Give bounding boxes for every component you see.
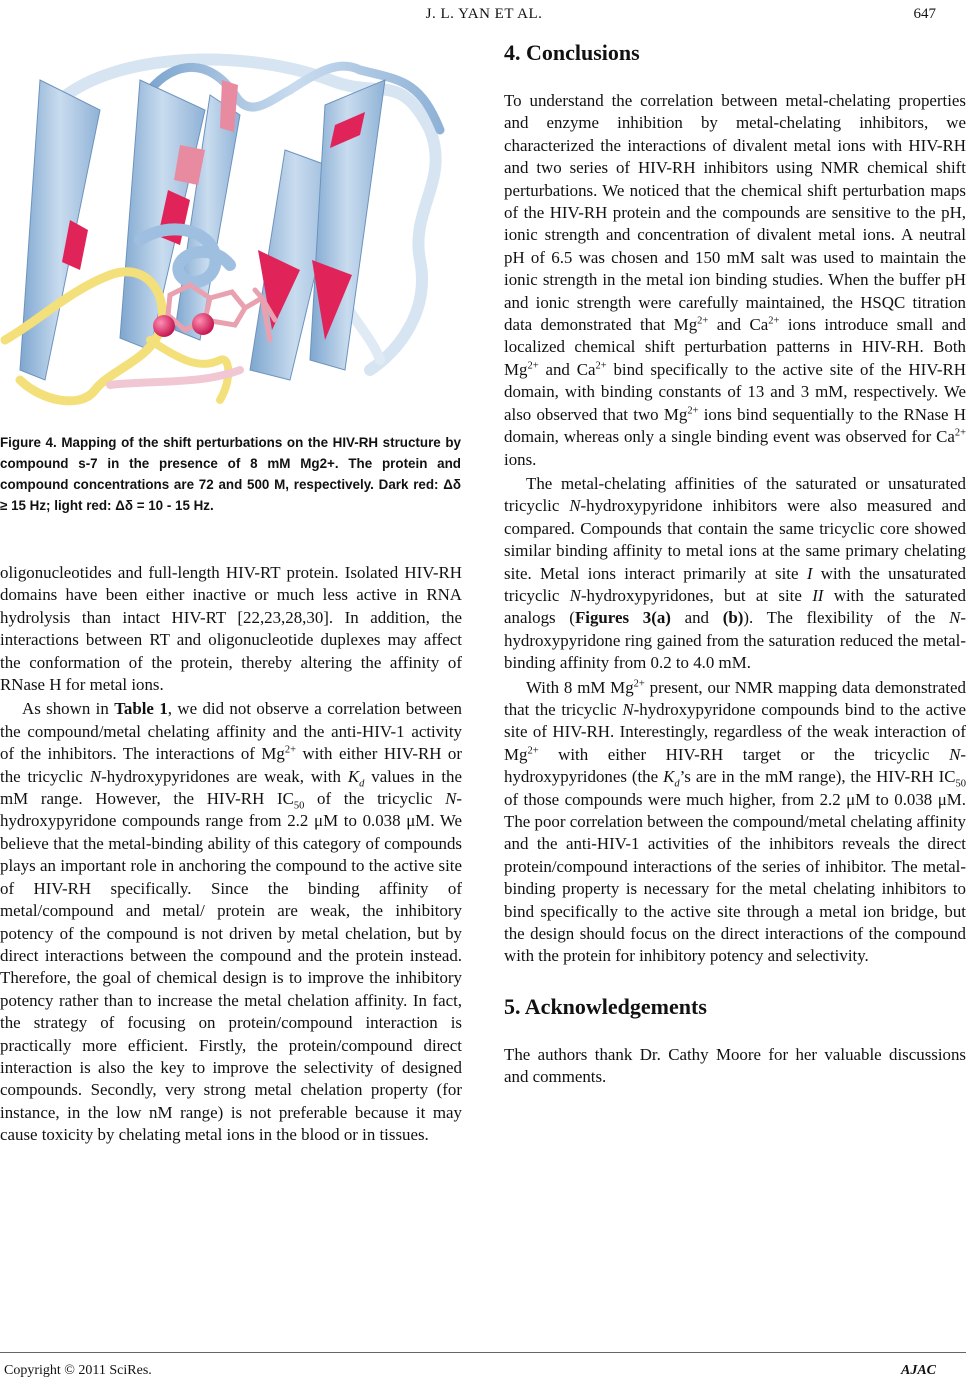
page-footer xyxy=(0,1363,968,1383)
copyright-notice: Copyright © 2011 SciRes. xyxy=(4,1363,152,1378)
protein-ribbon-image xyxy=(0,40,464,426)
figure-caption xyxy=(0,432,461,516)
beta-strand-1 xyxy=(20,80,100,380)
paragraph: With 8 mM $Mg^{2+}$ present, our NMR mapping data demonstrated that the tricyclic N-hydroxypyridone compounds bind to the active site of HIV-RH. Interestingly, regardless of the weak interaction of $Mg^{2+}$ with either HIV-RH target or the tricyclic N-hydroxypyridones (the $K_d’s$ are in the mM range), the HIV-RH $IC_{50}$ of those compounds were much higher, from 2.2 μM to 0.038 μM. The poor correlation between the compound/metal chelating affinity and the anti-HIV-1 activities of the inhibitors reveals the direct protein/compound interactions of the series of inhibitor. The metal-binding property is necessary for the metal chelating inhibitors to bind specifically to the active site through a metal ion bridge, but the design should focus on the direct interactions of the compound with the protein for inhibitory potency and selectivity. xyxy=(504,677,966,966)
paragraph: To understand the correlation between metal-chelating properties and enzyme inhibition by metal-chelating inhibitors, we characterized the interactions of divalent metal ions with HIV-RH and two series of HIV-RH inhibitors using NMR chemical shift perturbations. We noticed that the chemical shift perturbation maps of the HIV-RH protein and the compounds are sensitive to the pH, ionic strength and concentration of divalent metal ions. A neutral pH of 6.5 was chosen and 150 mM salt was used to maintain the ionic strength in the metal ion binding studies. When the buffer pH and ionic strength were carefully maintained, the HSQC titration data demonstrated that $Mg^{2+}$ and $Ca^{2+}$ ions introduce small and localized chemical shift perturbation patterns in HIV-RH. Both $Mg^{2+}$ and $Ca^{2+}$ bind specifically to the active site of the HIV-RH domain, with binding constants of 13 and 3 mM, respectively. We also observed that two $Mg^{2+}$ ions bind sequentially to the RNase H domain, whereas only a single binding event was observed for $Ca^{2+}$ ions. xyxy=(504,91,966,469)
running-head: J. L. YAN ET AL. xyxy=(425,6,543,22)
caption-text: Mapping of the shift perturbations on the HIV-RH structure by compound s-7 in the presence of 8 mM Mg2+. The protein and compound concentrations are 72 and 500 M, respectively. Dark red: Δδ ≥ 15 Hz; light red: Δδ = 10 - 15 Hz. xyxy=(0,435,461,513)
beta-strand-5 xyxy=(310,80,385,370)
figure-ref: Figures 3(a) xyxy=(574,608,671,628)
journal-abbrev: AJAC xyxy=(900,1363,936,1378)
section-heading-acknowledgements: 5. Acknowledgements xyxy=(504,993,707,1019)
paragraph: oligonucleotides and full-length HIV-RT protein. Isolated HIV-RH domains have been either inactive or much less active in RNA hydrolysis than intact HIV-RT [22,23,28,30]. In addition, the interactions between RT and oligonucleotide duplexes may affect the conformation of the protein, thereby altering the affinity of RNase H for metal ions. xyxy=(0,563,462,695)
right-column xyxy=(504,40,966,1089)
yellow-loop-bottom xyxy=(150,340,228,400)
pink-loop xyxy=(110,370,240,385)
paragraph: As shown in Table 1, we did not observe a correlation between the compound/metal chelating affinity and the anti-HIV-1 activity of the inhibitors. The interactions of $Mg^{2+}$ with either HIV-RH or the tricyclic N-hydroxypyridones are weak, with $K_d$ values in the mM range. However, the HIV-RH $IC_{50}$ of the tricyclic N-hydroxypyridone compounds range from 2.2 μM to 0.038 μM. We believe that the metal-binding ability of this category of compounds plays an important role in anchoring the compound to the active site of HIV-RH specifically. Since the binding affinity of metal/compound and metal/ protein are weak, the inhibitory potency of the compound is not driven by metal chelation, but by direct interactions between the compound and the protein instead. Therefore, the goal of chemical design is to improve the inhibitory potency rather than to increase the metal chelation affinity. In fact, the strategy of focusing on protein/compound interaction is practically more efficient. Firstly, the protein/compound direct interaction is also the key to improve the selectivity of designed compounds. Secondly, very strong metal chelation property (for instance, in the low nM range) is not preferable because it may cause toxicity by chelating metal ions in the blood or in tissues. xyxy=(0,699,463,1145)
figure-4-protein-structure xyxy=(0,40,464,426)
left-column xyxy=(0,562,462,1147)
page-number: 647 xyxy=(913,6,936,22)
page-header xyxy=(0,4,968,28)
section-heading-conclusions: 4. Conclusions xyxy=(504,40,640,65)
caption-label: Figure 4. xyxy=(0,435,57,450)
footer-rule xyxy=(0,1352,966,1353)
figure-ref: (b) xyxy=(722,608,744,628)
paragraph: The authors thank Dr. Cathy Moore for her valuable discussions and comments. xyxy=(504,1044,966,1087)
mg-ion-1 xyxy=(153,315,175,337)
paragraph: The metal-chelating affinities of the saturated or unsaturated tricyclic N-hydroxypyridone inhibitors were also measured and compared. Compounds that contain the same tricyclic core showed similar binding affinity to metal ions at the same primary chelating site. Metal ions interact primarily at site I with the unsaturated tricyclic N-hydroxypyridones, but at site II with the saturated analogs (Figures 3(a) and (b)). The flexibility of the N-hydroxypyridone ring gained from the saturation reduced the metal-binding affinity from 0.2 to 4.0 mM. xyxy=(504,473,967,673)
mg-ion-2 xyxy=(192,313,214,335)
table-ref: Table 1 xyxy=(114,699,168,719)
